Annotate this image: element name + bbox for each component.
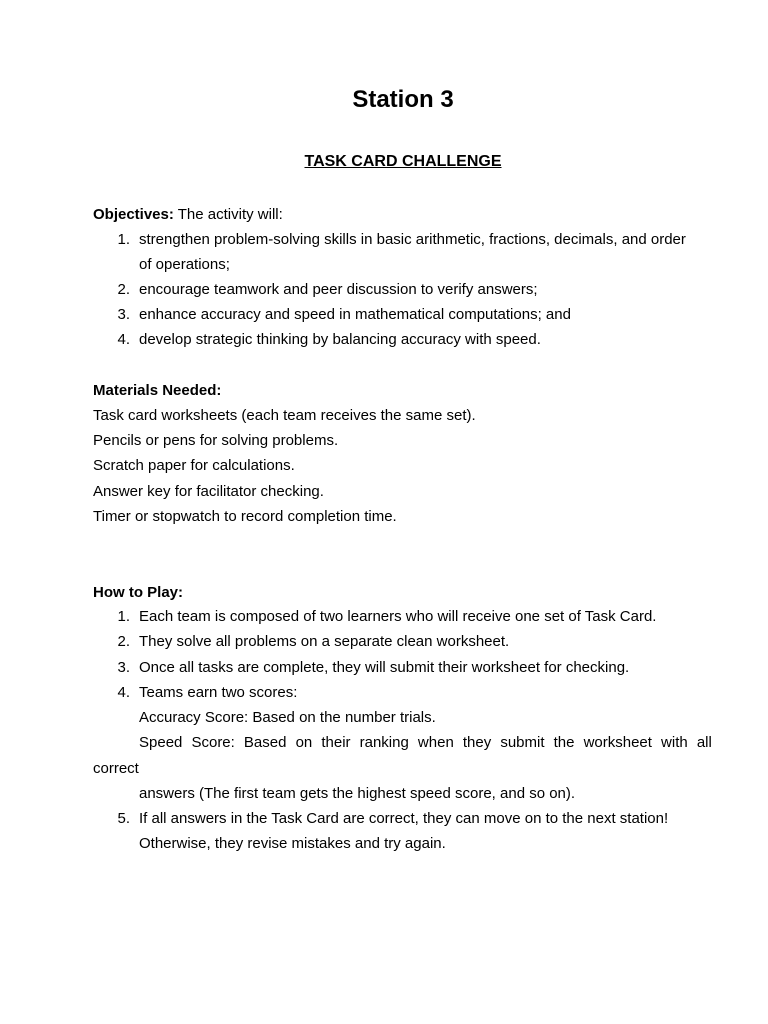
step-item: Each team is composed of two learners who will receive one set of Task Card. [139, 608, 657, 625]
materials-heading: Materials Needed: [93, 382, 222, 399]
page-subtitle: TASK CARD CHALLENGE [304, 153, 502, 170]
speed-score-word: all [696, 734, 712, 751]
step-item: They solve all problems on a separate clean worksheet. [139, 633, 510, 650]
step-item: If all answers in the Task Card are correct, they can move on to the next station! [139, 810, 669, 827]
speed-score-word: ranking [359, 734, 409, 751]
speed-score-word: with [661, 734, 688, 751]
speed-score-word: they [462, 734, 492, 751]
material-item: Timer or stopwatch to record completion time. [93, 508, 397, 525]
step-number: 4. [117, 684, 130, 701]
speed-score-word: their [321, 734, 351, 751]
speed-score-word: on [295, 734, 313, 751]
speed-score-text-continued: answers (The first team gets the highest speed score, and so on). [139, 785, 576, 802]
step-number: 2. [117, 633, 130, 650]
objective-item: enhance accuracy and speed in mathematical computations; and [139, 306, 571, 323]
material-item: Scratch paper for calculations. [93, 457, 295, 474]
speed-score-text-continued: correct [93, 760, 139, 777]
speed-score-word: worksheet [583, 734, 652, 751]
step-item: Teams earn two scores: [139, 684, 298, 701]
material-item: Answer key for facilitator checking. [93, 483, 324, 500]
speed-score-word: submit [500, 734, 545, 751]
how-to-play-heading: How to Play: [93, 584, 184, 601]
step-item: Once all tasks are complete, they will submit their worksheet for checking. [139, 659, 630, 676]
material-item: Pencils or pens for solving problems. [93, 432, 339, 449]
objectives-intro [93, 205, 283, 225]
speed-score-word: Speed [139, 734, 183, 751]
speed-score-word: when [417, 734, 454, 751]
objective-item: develop strategic thinking by balancing accuracy with speed. [139, 331, 541, 348]
objectives-heading: Objectives: [93, 206, 174, 223]
speed-score-word: Score: [191, 734, 235, 751]
material-item: Task card worksheets (each team receives the same set). [93, 407, 476, 424]
step-number: 1. [117, 608, 130, 625]
objective-item: encourage teamwork and peer discussion to verify answers; [139, 281, 538, 298]
objective-number: 1. [117, 231, 130, 248]
objective-number: 2. [117, 281, 130, 298]
page-title: Station 3 [352, 86, 454, 113]
step-number: 3. [117, 659, 130, 676]
objective-item-continued: of operations; [139, 256, 230, 273]
accuracy-score-text: Accuracy Score: Based on the number trials. [139, 709, 436, 726]
objective-number: 3. [117, 306, 130, 323]
objective-number: 4. [117, 331, 130, 348]
speed-score-text [139, 733, 712, 753]
speed-score-word: the [553, 734, 575, 751]
speed-score-word: Based [243, 734, 287, 751]
step-number: 5. [117, 810, 130, 827]
objective-item: strengthen problem-solving skills in basic arithmetic, fractions, decimals, and order [139, 231, 686, 248]
step-item-continued: Otherwise, they revise mistakes and try again. [139, 835, 446, 852]
objectives-intro-text: The activity will: [173, 206, 283, 223]
